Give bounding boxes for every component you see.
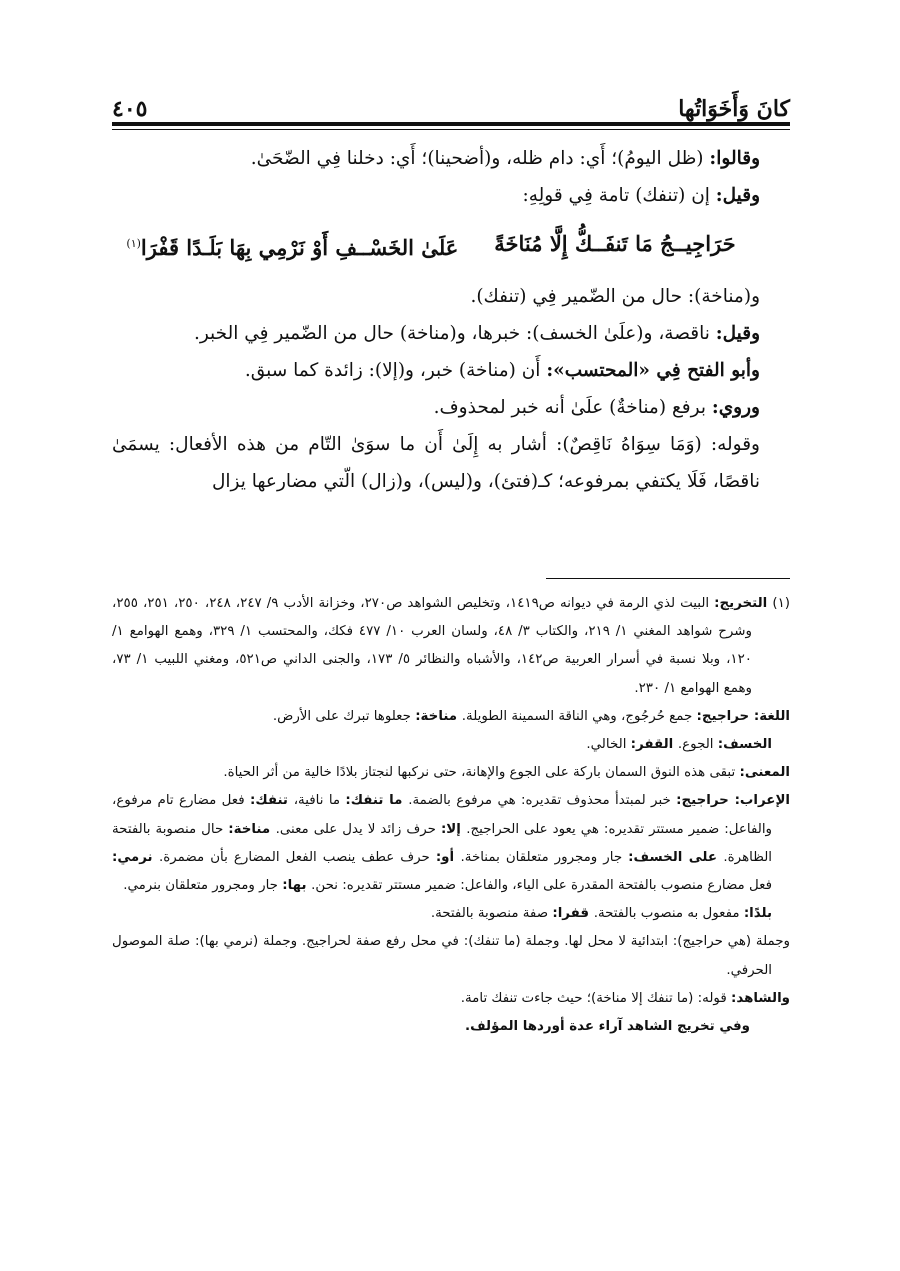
verse-hemistich-first: حَرَاجِيــجُ مَا تَنفَــكُّ إِلَّا مُنَاخَةً — [494, 231, 736, 256]
paragraph-abu-al-fath — [112, 352, 790, 389]
page-number: ٤٠٥ — [112, 96, 148, 122]
footnote-separator — [546, 578, 790, 579]
paragraph-qila-tamma — [112, 177, 790, 214]
footnote-shahid: والشاهد: قوله: (ما تنفك إلا مناخة)؛ حيث جاءت تنفك تامة. — [460, 990, 790, 1006]
paragraph-text: ناقصة، و(علَىٰ الخسف): خبرها، و(مناخة) حال من الضّمير فِي الخبر. — [193, 323, 716, 344]
footnote-closing: وفي تخريج الشاهد آراء عدة أوردها المؤلف. — [465, 1019, 750, 1035]
page-header — [112, 82, 790, 122]
lead-word: وقالوا: — [709, 148, 760, 169]
footnote-lugha: اللغة: حراجيج: جمع حُرجُوج، وهي الناقة السمينة الطويلة. مناخة: جعلوها تبرك على الأرض. الخسف: الجوع. القفر: الخالي. — [272, 708, 790, 753]
paragraph-text: أَن (مناخة) خبر، و(إلا): زائدة كما سبق. — [244, 360, 547, 381]
paragraph-qila-naqisa — [112, 315, 790, 352]
paragraph-munakha: و(مناخة): حال من الضّمير فِي (تنفك). — [470, 286, 760, 307]
header-rule-thin — [112, 129, 790, 130]
footnote-maana: المعنى: تبقى هذه النوق السمان باركة على الجوع والإهانة، حتى نركبها لنجتاز بلادًا خالية من أثر الحياة. — [223, 765, 790, 781]
paragraph-text: (ظل اليومُ)؛ أَي: دام ظله، و(أضحينا)؛ أَي: دخلنا فِي الضّحَىٰ. — [250, 148, 710, 169]
footnotes — [112, 590, 790, 1041]
footnote-text: البيت لذي الرمة في ديوانه ص١٤١٩، وتخليص الشواهد ص٢٧٠، وخزانة الأدب ٩/ ٢٤٧، ٢٤٨، ٢٥٠، ٢٥١، ٢٥٥، وشرح شواهد المغني ١/ ٢١٩، والكتاب ٣/ ٤٨، ولسان العرب ١٠/ ٤٧٧ فكك، والمحتسب ١/ ٣٢٩، وهمع الهوامع ١/ ١٢٠، وبلا نسبة في أسرار العربية ص١٤٢، والأشباه والنظائر ٥/ ١٧٣، والجنى الداني ص٥٢١، ومغني اللبيب ١/ ٧٣، وهمع الهوامع ١/ ٢٣٠. — [112, 596, 752, 696]
footnote-irab: الإعراب: حراجيج: خبر لمبتدأ محذوف تقديره: هي مرفوع بالضمة. ما تنفك: ما نافية، تنفك: فعل مضارع تام مرفوع، والفاعل: ضمير مستتر تقديره: هي يعود على الحراجيج. إلا: حرف زائد لا يدل على معنى. مناخة: حال منصوبة بالفتحة الظاهرة. على الخسف: جار ومجرور متعلقان بمناخة. أو: حرف عطف ينصب الفعل المضارع بأن مضمرة. نرمي: فعل مضارع منصوب بالفتحة المقدرة على الياء، والفاعل: ضمير مستتر تقديره: نحن. بها: جار ومجرور متعلقان بنرمي. بلدًا: مفعول به منصوب بالفتحة. قفرا: صفة منصوبة بالفتحة. — [112, 793, 791, 922]
verse-hemistich-second: عَلَىٰ الخَسْــفِ أَوْ نَرْمِي بِهَا بَلَـدًا قَفْرَا$^{(١)}$ — [126, 235, 459, 260]
paragraph-ruwiya — [112, 389, 790, 426]
lead-word: وأبو الفتح فِي «المحتسب»: — [546, 360, 760, 381]
main-text — [112, 140, 790, 500]
lead-word: وروي: — [711, 397, 760, 418]
running-title: كانَ وَأَخَوَاتُها — [678, 96, 790, 122]
footnote-jumla: وجملة (هي حراجيج): ابتدائية لا محل لها. وجملة (ما تنفك): في محل رفع صفة لحراجيج. وجملة (نرمي بها): صلة الموصول الحرفي. — [112, 934, 790, 978]
paragraph-qalu — [112, 140, 790, 177]
lead-word: وقيل: — [715, 323, 760, 344]
paragraph-text: إن (تنفك) تامة فِي قولِهِ: — [522, 185, 716, 206]
header-rule-thick — [112, 122, 790, 126]
footnote-reference: (١) — [126, 237, 141, 250]
lead-word: وقيل: — [715, 185, 760, 206]
paragraph-text: برفع (مناخةٌ) علَىٰ أنه خبر لمحذوف. — [433, 397, 712, 418]
footnote-number: (١) — [772, 596, 790, 611]
footnote-lead: التخريج: — [714, 596, 768, 611]
poetry-verse — [112, 214, 790, 278]
footnote-takhrij — [112, 590, 790, 703]
paragraph-qawluhu: وقوله: (وَمَا سِوَاهُ نَاقِصٌ): أشار به إِلَىٰ أَن ما سوَىٰ التّام من هذه الأفعال: يسمَىٰ ناقصًا، فَلَا يكتفي بمرفوعه؛ كـ(فتئ)، و(ليس)، و(زال) الّتي مضارعها يزال — [112, 434, 760, 492]
